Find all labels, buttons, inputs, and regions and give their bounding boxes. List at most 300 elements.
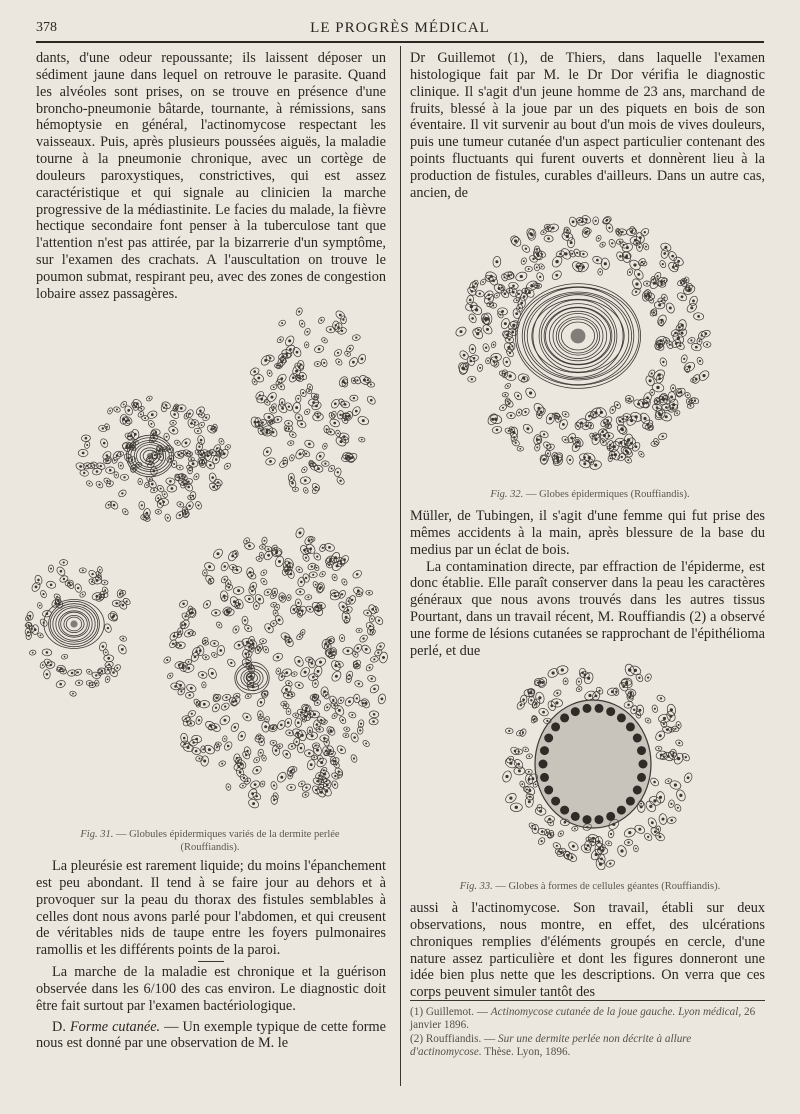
nucleus-mark [247, 627, 249, 629]
nucleus-mark [311, 662, 314, 665]
nucleus-mark [505, 361, 508, 364]
nucleus-mark [243, 777, 245, 779]
nucleus-mark [371, 678, 373, 680]
nucleus-mark [692, 300, 695, 303]
nucleus-mark [204, 572, 206, 574]
nucleus-mark [580, 422, 583, 425]
nucleus-mark [659, 343, 662, 346]
nucleus-mark [536, 446, 538, 448]
nucleus-mark [333, 651, 335, 653]
nucleus-mark [595, 220, 597, 222]
nucleus-mark [320, 761, 323, 764]
nucleus-mark [625, 682, 628, 685]
nucleus-mark [297, 398, 299, 400]
nucleus-mark [198, 758, 200, 760]
nucleus-mark [264, 725, 267, 728]
nucleus-mark [185, 442, 188, 445]
nucleus-mark [164, 493, 166, 495]
nucleus-mark [337, 326, 340, 329]
nucleus-mark [592, 840, 594, 842]
nucleus-mark [288, 711, 290, 713]
nucleus-mark [674, 332, 677, 335]
nucleus-mark [123, 476, 125, 478]
nucleus-mark [632, 229, 634, 231]
nucleus-mark [512, 431, 515, 434]
nucleus-mark [167, 517, 169, 519]
nucleus-mark [357, 647, 360, 650]
nucleus-mark [69, 584, 71, 586]
nucleus-mark [348, 674, 350, 676]
nucleus-mark [653, 781, 656, 784]
nucleus-mark [306, 411, 308, 413]
nucleus-mark [319, 455, 322, 458]
nucleus-mark [317, 702, 319, 704]
nucleus-mark [643, 417, 646, 420]
nucleus-mark [114, 460, 116, 462]
globe-core [571, 329, 586, 344]
nucleus-mark [520, 275, 523, 278]
nucleus-mark [541, 830, 544, 833]
nucleus-mark [651, 392, 653, 394]
nucleus-mark [304, 469, 306, 471]
nucleus-mark [32, 652, 34, 654]
nucleus-mark [358, 683, 360, 685]
nucleus-mark [306, 331, 308, 333]
nucleus-mark [331, 753, 333, 755]
nucleus-mark [299, 636, 301, 638]
nucleus-mark [288, 682, 290, 684]
nucleus-mark [221, 441, 223, 443]
nucleus-mark [322, 547, 324, 549]
nucleus-mark [290, 442, 292, 444]
nucleus-mark [552, 227, 555, 230]
nucleus-mark [307, 550, 309, 552]
nucleus-mark [564, 439, 566, 441]
nucleus-mark [669, 307, 672, 310]
nucleus-mark [60, 570, 63, 573]
nucleus-mark [218, 450, 220, 452]
nucleus-mark [316, 567, 318, 569]
nucleus-mark [60, 667, 62, 669]
nucleus-mark [635, 283, 638, 286]
nucleus-mark [171, 487, 174, 490]
nucleus-mark [185, 718, 187, 720]
nucleus-mark [198, 703, 200, 705]
figure-31 [22, 298, 388, 822]
nucleus-mark [500, 314, 502, 316]
nucleus-mark [671, 255, 674, 258]
nucleus-mark [637, 273, 640, 276]
nucleus-mark [367, 612, 369, 614]
nucleus-mark [543, 231, 545, 233]
col2-low-text [410, 900, 765, 1001]
nucleus-mark [356, 573, 359, 576]
nucleus-mark [331, 655, 333, 657]
nucleus-mark [622, 429, 624, 431]
nucleus-mark [373, 713, 376, 716]
nucleus-mark [96, 470, 99, 473]
nucleus-mark [300, 581, 303, 584]
nucleus-mark [200, 439, 203, 442]
nucleus-mark [539, 807, 541, 809]
nucleus-mark [565, 232, 567, 234]
nucleus-mark [285, 671, 288, 674]
nucleus-mark [209, 724, 212, 727]
nucleus-mark [592, 414, 594, 416]
nucleus-mark [298, 684, 300, 686]
nucleus-mark [626, 416, 628, 418]
nucleus-mark [341, 593, 343, 595]
nucleus-mark [234, 726, 237, 729]
nucleus-mark [191, 611, 194, 614]
nucleus-mark [538, 414, 540, 416]
nucleus-mark [188, 661, 190, 663]
nucleus-mark [333, 422, 336, 425]
nucleus-mark [260, 752, 262, 754]
nucleus-mark [661, 399, 663, 401]
nucleus-mark [115, 474, 117, 476]
peripheral-nucleus [617, 806, 626, 815]
nucleus-mark [686, 369, 688, 371]
nucleus-mark [201, 674, 204, 677]
nucleus-mark [656, 400, 658, 402]
nucleus-mark [260, 701, 263, 704]
nucleus-mark [658, 748, 660, 750]
nucleus-mark [28, 625, 30, 627]
nucleus-mark [547, 453, 549, 455]
nucleus-mark [647, 677, 649, 679]
nucleus-mark [536, 249, 538, 251]
nucleus-mark [154, 454, 156, 456]
nucleus-mark [320, 586, 323, 589]
nucleus-mark [659, 734, 662, 737]
nucleus-mark [266, 401, 268, 403]
nucleus-mark [671, 407, 674, 410]
fig31-caption [60, 828, 360, 854]
nucleus-mark [340, 560, 342, 562]
nucleus-mark [82, 569, 84, 571]
nucleus-mark [325, 694, 327, 696]
nucleus-mark [98, 484, 100, 486]
nucleus-mark [342, 605, 345, 608]
nucleus-mark [332, 760, 334, 762]
nucleus-mark [518, 293, 520, 295]
nucleus-mark [365, 743, 367, 745]
nucleus-mark [609, 862, 611, 864]
nucleus-mark [371, 608, 374, 611]
nucleus-mark [369, 667, 371, 669]
nucleus-mark [182, 481, 184, 483]
nucleus-mark [504, 322, 507, 325]
nucleus-mark [345, 415, 347, 417]
nucleus-mark [537, 407, 540, 410]
nucleus-mark [151, 413, 154, 416]
nucleus-mark [296, 741, 298, 743]
nucleus-mark [288, 597, 290, 599]
nucleus-mark [163, 407, 165, 409]
nucleus-mark [505, 775, 508, 778]
peripheral-nucleus [551, 797, 560, 806]
nucleus-mark [682, 280, 684, 282]
nucleus-mark [683, 358, 685, 360]
nucleus-mark [619, 241, 621, 243]
peripheral-nucleus [626, 797, 635, 806]
nucleus-mark [340, 748, 343, 751]
section-heading-paragraph [36, 1019, 386, 1053]
nucleus-mark [257, 377, 260, 380]
nucleus-mark [685, 756, 687, 758]
nucleus-mark [348, 600, 350, 602]
nucleus-mark [309, 608, 311, 610]
nucleus-mark [258, 738, 261, 741]
nucleus-mark [617, 231, 619, 233]
nucleus-mark [526, 789, 528, 791]
nucleus-mark [572, 220, 575, 223]
nucleus-mark [237, 589, 240, 592]
nucleus-mark [644, 231, 646, 233]
nucleus-mark [221, 763, 223, 765]
nucleus-mark [213, 428, 215, 430]
nucleus-mark [654, 831, 657, 834]
nucleus-mark [277, 365, 279, 367]
nucleus-mark [299, 591, 301, 593]
nucleus-mark [106, 426, 108, 428]
nucleus-mark [512, 331, 515, 334]
nucleus-mark [109, 469, 112, 472]
nucleus-mark [275, 552, 278, 555]
nucleus-mark [259, 714, 261, 716]
nucleus-mark [334, 595, 337, 598]
nucleus-mark [534, 704, 536, 706]
nucleus-mark [496, 429, 499, 432]
nucleus-mark [512, 291, 515, 294]
nucleus-mark [379, 645, 381, 647]
peripheral-nucleus [544, 786, 553, 795]
nucleus-mark [670, 708, 673, 711]
nucleus-mark [240, 735, 243, 738]
nucleus-mark [328, 565, 330, 567]
nucleus-mark [693, 379, 695, 381]
nucleus-mark [574, 828, 576, 830]
peripheral-nucleus [595, 704, 604, 713]
nucleus-mark [146, 484, 148, 486]
nucleus-mark [278, 560, 281, 563]
nucleus-mark [238, 603, 241, 606]
nucleus-mark [203, 703, 206, 706]
nucleus-mark [40, 635, 42, 637]
nucleus-mark [188, 505, 191, 508]
fig32-illustration [450, 206, 720, 478]
nucleus-mark [315, 584, 317, 586]
nucleus-mark [258, 424, 260, 426]
nucleus-mark [502, 407, 504, 409]
nucleus-mark [603, 422, 605, 424]
nucleus-mark [508, 402, 510, 404]
nucleus-mark [490, 275, 493, 278]
nucleus-mark [471, 348, 474, 351]
nucleus-mark [235, 553, 237, 555]
nucleus-mark [273, 726, 275, 728]
nucleus-mark [253, 370, 256, 373]
nucleus-mark [665, 415, 668, 418]
nucleus-mark [315, 489, 317, 491]
nucleus-mark [514, 240, 516, 242]
nucleus-mark [321, 781, 323, 783]
nucleus-mark [347, 353, 349, 355]
nucleus-mark [210, 428, 213, 431]
nucleus-mark [588, 694, 591, 697]
nucleus-mark [299, 613, 301, 615]
nucleus-mark [256, 759, 258, 761]
nucleus-mark [577, 442, 579, 444]
nucleus-mark [179, 503, 181, 505]
nucleus-mark [298, 569, 300, 571]
nucleus-mark [318, 774, 320, 776]
nucleus-mark [705, 332, 708, 335]
nucleus-mark [647, 720, 649, 722]
nucleus-mark [690, 339, 692, 341]
nucleus-mark [529, 232, 532, 235]
nucleus-mark [107, 668, 110, 671]
nucleus-mark [120, 465, 122, 467]
nucleus-mark [192, 742, 194, 744]
nucleus-mark [518, 769, 521, 772]
nucleus-mark [190, 422, 193, 425]
nucleus-mark [536, 252, 539, 255]
nucleus-mark [530, 699, 532, 701]
nucleus-mark [645, 295, 648, 298]
nucleus-mark [320, 786, 322, 788]
nucleus-mark [323, 362, 325, 364]
nucleus-mark [344, 581, 346, 583]
nucleus-mark [205, 417, 207, 419]
nucleus-mark [254, 783, 257, 786]
nucleus-mark [206, 603, 208, 605]
nucleus-mark [213, 654, 215, 656]
nucleus-mark [169, 480, 172, 483]
nucleus-mark [254, 421, 257, 424]
nucleus-mark [579, 219, 581, 221]
nucleus-mark [582, 253, 584, 255]
nucleus-mark [215, 458, 218, 461]
nucleus-mark [584, 674, 587, 677]
nucleus-mark [205, 642, 207, 644]
nucleus-mark [619, 441, 622, 444]
nucleus-mark [607, 424, 609, 426]
nucleus-mark [333, 704, 335, 706]
fig31-caption-text: — Globules épidermiques variés de la dermite perlée (Rouffiandis). [113, 829, 340, 853]
nucleus-mark [280, 776, 283, 779]
nucleus-mark [669, 344, 671, 346]
nucleus-mark [116, 409, 118, 411]
peripheral-nucleus [544, 734, 553, 743]
nucleus-mark [96, 595, 99, 598]
nucleus-mark [190, 458, 192, 460]
nucleus-mark [169, 675, 171, 677]
nucleus-mark [378, 619, 380, 621]
nucleus-mark [508, 730, 510, 732]
nucleus-mark [338, 361, 340, 363]
nucleus-mark [64, 656, 66, 658]
nucleus-mark [141, 504, 143, 506]
nucleus-mark [519, 307, 521, 309]
nucleus-mark [476, 332, 479, 335]
nucleus-mark [113, 614, 116, 617]
nucleus-mark [351, 456, 354, 459]
nucleus-mark [272, 431, 275, 434]
nucleus-mark [234, 699, 237, 702]
nucleus-mark [662, 263, 664, 265]
nucleus-mark [271, 396, 274, 399]
nucleus-mark [365, 648, 368, 651]
col2-top-text [410, 50, 765, 202]
nucleus-mark [523, 260, 525, 262]
nucleus-mark [262, 546, 264, 548]
nucleus-mark [656, 386, 659, 389]
nucleus-mark [113, 504, 116, 507]
nucleus-mark [493, 360, 496, 363]
nucleus-mark [244, 619, 246, 621]
nucleus-mark [663, 717, 666, 720]
header-rule [36, 41, 764, 43]
nucleus-mark [315, 697, 317, 699]
column-divider [400, 46, 401, 1086]
nucleus-mark [676, 412, 678, 414]
nucleus-mark [507, 346, 510, 349]
nucleus-mark [29, 615, 31, 617]
nucleus-mark [340, 699, 342, 701]
nucleus-mark [345, 457, 348, 460]
nucleus-mark [339, 774, 341, 776]
nucleus-mark [640, 803, 642, 805]
nucleus-mark [116, 454, 119, 457]
nucleus-mark [343, 435, 346, 438]
nucleus-mark [534, 828, 537, 831]
nucleus-mark [267, 548, 269, 550]
peripheral-nucleus [560, 806, 569, 815]
nucleus-mark [656, 441, 658, 443]
nucleus-mark [173, 413, 176, 416]
nucleus-mark [565, 413, 567, 415]
nucleus-mark [224, 598, 226, 600]
nucleus-mark [615, 691, 617, 693]
nucleus-mark [687, 776, 690, 779]
nucleus-mark [308, 390, 310, 392]
nucleus-mark [479, 367, 481, 369]
nucleus-mark [699, 360, 701, 362]
nucleus-mark [133, 404, 135, 406]
nucleus-mark [653, 799, 656, 802]
nucleus-mark [628, 831, 631, 834]
nucleus-mark [190, 722, 192, 724]
nucleus-mark [296, 351, 299, 354]
globe-core [250, 676, 255, 681]
nucleus-mark [265, 431, 268, 434]
nucleus-mark [248, 659, 250, 661]
nucleus-mark [549, 833, 551, 835]
nucleus-mark [89, 483, 91, 485]
nucleus-mark [355, 410, 358, 413]
nucleus-mark [330, 729, 332, 731]
nucleus-mark [197, 504, 199, 506]
nucleus-mark [649, 805, 652, 808]
nucleus-mark [512, 324, 515, 327]
nucleus-mark [242, 785, 244, 787]
nucleus-mark [290, 476, 292, 478]
nucleus-mark [695, 378, 698, 381]
nucleus-mark [337, 433, 339, 435]
nucleus-mark [182, 666, 184, 668]
